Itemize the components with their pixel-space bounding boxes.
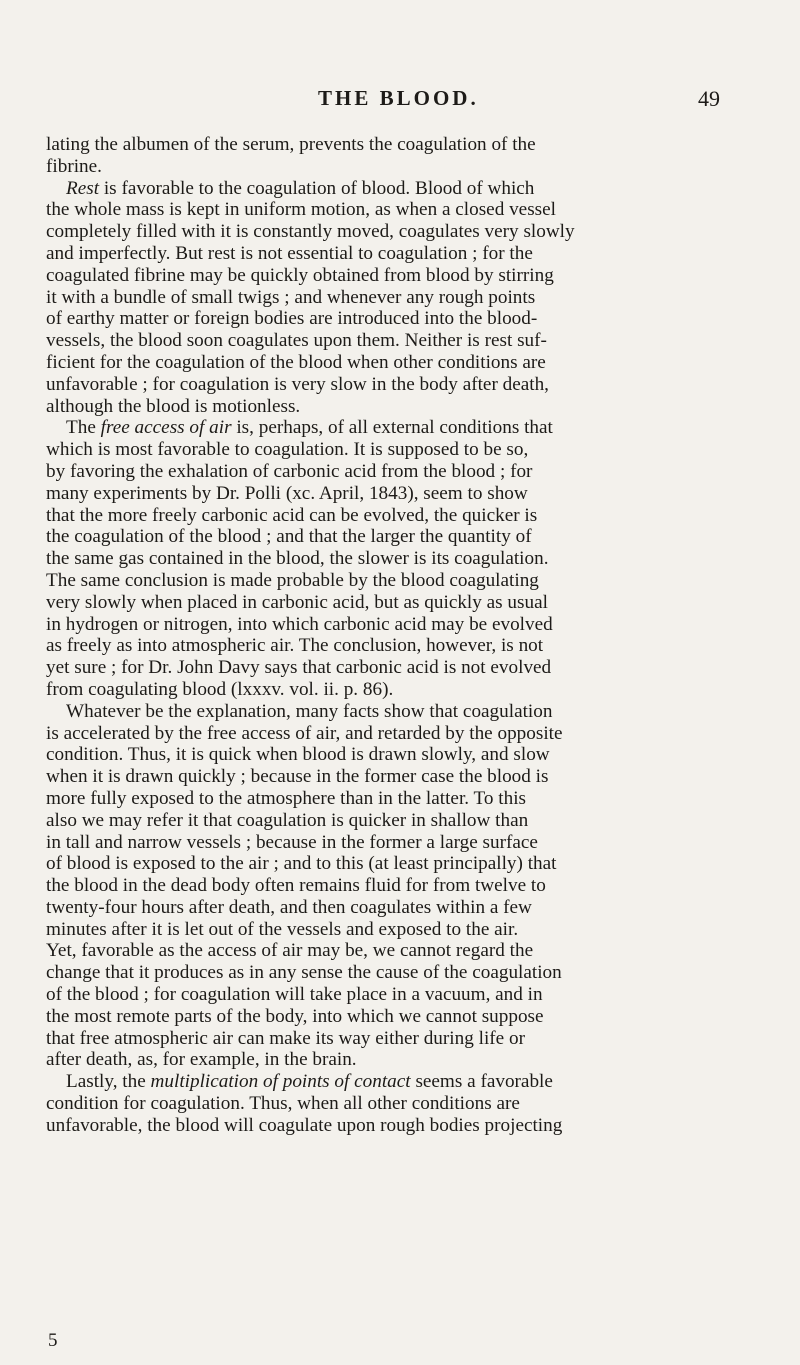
text-line: ficient for the coagulation of the blood when other conditions are <box>46 351 546 373</box>
text-line: change that it produces as in any sense the cause of the coagulation <box>46 962 562 984</box>
signature-mark: 5 <box>48 1330 58 1351</box>
text-line: minutes after it is let out of the vessels and exposed to the air. <box>46 918 519 940</box>
text-line: lating the albumen of the serum, prevents the coagulation of the <box>46 134 536 155</box>
text-line: Whatever be the explanation, many facts show that coagulation <box>66 700 553 722</box>
text-line: unfavorable ; for coagulation is very slow in the body after death, <box>46 373 549 395</box>
text-line: that the more freely carbonic acid can be evolved, the quicker is <box>46 504 538 526</box>
text-line: from coagulating blood (lxxxv. vol. ii. p. 86). <box>46 678 394 700</box>
page-number: 49 <box>698 86 720 111</box>
text-line: The same conclusion is made probable by the blood coagulating <box>46 569 539 591</box>
text-line: completely filled with it is constantly moved, coagulates very slowly <box>46 221 575 243</box>
text-line: in hydrogen or nitrogen, into which carbonic acid may be evolved <box>46 613 553 635</box>
text-line: more fully exposed to the atmosphere than in the latter. To this <box>46 787 527 809</box>
text-line: when it is drawn quickly ; because in the former case the blood is <box>46 766 549 788</box>
text-line: by favoring the exhalation of carbonic acid from the blood ; for <box>46 460 533 482</box>
text-line: Rest is favorable to the coagulation of blood. Blood of which <box>66 177 535 199</box>
text-line: The free access of air is, perhaps, of all external conditions that <box>66 417 553 439</box>
text-line: also we may refer it that coagulation is quicker in shallow than <box>46 809 529 831</box>
text-line: as freely as into atmospheric air. The conclusion, however, is not <box>46 635 544 657</box>
text-line: that free atmospheric air can make its way either during life or <box>46 1027 525 1049</box>
text-line: in tall and narrow vessels ; because in the former a large surface <box>46 831 538 853</box>
text-line: after death, as, for example, in the brain. <box>46 1049 357 1071</box>
text-line: many experiments by Dr. Polli (xc. April, 1843), seem to show <box>46 482 528 504</box>
text-line: is accelerated by the free access of air, and retarded by the opposite <box>46 722 563 744</box>
running-title: THE BLOOD. <box>318 86 479 110</box>
text-line: the most remote parts of the body, into which we cannot suppose <box>46 1005 544 1027</box>
body-text <box>46 134 746 1137</box>
text-line: Lastly, the multiplication of points of contact seems a favorable <box>66 1071 553 1093</box>
text-line: it with a bundle of small twigs ; and whenever any rough points <box>46 286 536 308</box>
text-line: although the blood is motionless. <box>46 395 301 417</box>
text-line: Yet, favorable as the access of air may be, we cannot regard the <box>46 940 534 962</box>
text-line: the same gas contained in the blood, the slower is its coagulation. <box>46 548 549 570</box>
text-line: of blood is exposed to the air ; and to this (at least principally) that <box>46 853 557 875</box>
text-line: very slowly when placed in carbonic acid, but as quickly as usual <box>46 591 548 613</box>
text-line: of the blood ; for coagulation will take place in a vacuum, and in <box>46 984 543 1006</box>
text-line: unfavorable, the blood will coagulate upon rough bodies projecting <box>46 1114 563 1136</box>
text-line: yet sure ; for Dr. John Davy says that carbonic acid is not evolved <box>46 657 552 679</box>
text-line: condition. Thus, it is quick when blood is drawn slowly, and slow <box>46 744 550 766</box>
text-line: fibrine. <box>46 155 102 177</box>
text-line: twenty-four hours after death, and then coagulates within a few <box>46 896 532 918</box>
text-line: the blood in the dead body often remains fluid for from twelve to <box>46 875 546 897</box>
page-header <box>0 86 800 116</box>
text-line: coagulated fibrine may be quickly obtained from blood by stirring <box>46 264 554 286</box>
text-line: of earthy matter or foreign bodies are introduced into the blood- <box>46 308 538 330</box>
text-line: the whole mass is kept in uniform motion, as when a closed vessel <box>46 199 556 221</box>
text-line: vessels, the blood soon coagulates upon them. Neither is rest suf- <box>46 330 547 352</box>
text-line: which is most favorable to coagulation. It is supposed to be so, <box>46 439 529 461</box>
text-line: the coagulation of the blood ; and that the larger the quantity of <box>46 526 532 548</box>
text-line: condition for coagulation. Thus, when all other conditions are <box>46 1093 520 1115</box>
text-line: and imperfectly. But rest is not essential to coagulation ; for the <box>46 242 533 264</box>
